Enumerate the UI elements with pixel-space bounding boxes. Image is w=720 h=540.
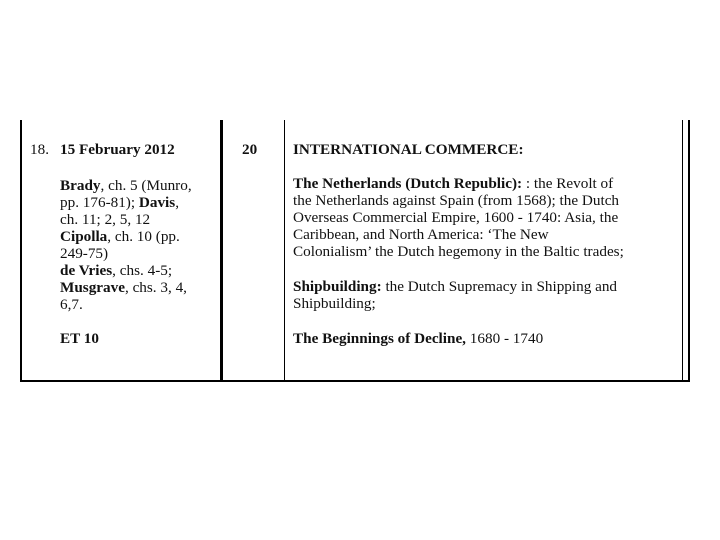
text: , ch. 5 (Munro,	[100, 177, 192, 194]
paragraph-line	[293, 295, 681, 312]
text: the Dutch Supremacy in Shipping and	[381, 278, 618, 295]
text: Caribbean, and North America: ‘The New	[293, 226, 549, 243]
reading-line	[60, 279, 220, 296]
paragraph-line	[293, 278, 681, 295]
bold-text: The Beginnings of Decline,	[293, 330, 466, 347]
shipbuilding-paragraph	[293, 278, 681, 312]
text: Shipbuilding;	[293, 295, 376, 312]
reading-line	[60, 194, 220, 211]
table-divider-1	[220, 120, 223, 382]
paragraph-line	[293, 226, 681, 243]
bold-text: Brady	[60, 177, 101, 194]
topic-heading: INTERNATIONAL COMMERCE:	[293, 141, 524, 158]
text: , chs. 4-5;	[112, 262, 173, 279]
reading-line	[60, 262, 220, 279]
paragraph-line	[293, 209, 681, 226]
et-label: ET 10	[60, 330, 99, 347]
table-right-border-outer	[682, 120, 683, 382]
paragraph-line	[293, 243, 681, 260]
text: ,	[175, 194, 179, 211]
text: pp. 176-81);	[60, 194, 139, 211]
paragraph-line	[293, 175, 681, 192]
netherlands-paragraph	[293, 175, 681, 260]
session-count: 20	[242, 141, 258, 158]
text: Overseas Commercial Empire, 1600 - 1740: Asia, the	[293, 209, 619, 226]
readings-list	[60, 177, 220, 313]
text: 6,7.	[60, 296, 83, 313]
session-date: 15 February 2012	[60, 141, 175, 158]
paragraph-line	[293, 330, 681, 347]
text: the Netherlands against Spain (from 1568); the Dutch	[293, 192, 620, 209]
reading-line	[60, 177, 220, 194]
text: : the Revolt of	[522, 175, 614, 192]
text: 1680 - 1740	[465, 330, 544, 347]
paragraph-line	[293, 192, 681, 209]
bold-text: Musgrave	[60, 279, 125, 296]
bold-text: Cipolla	[60, 228, 108, 245]
text: ch. 11; 2, 5, 12	[60, 211, 151, 228]
reading-line	[60, 245, 220, 262]
bold-text: de Vries	[60, 262, 113, 279]
bold-text: Davis	[138, 194, 176, 211]
text: Colonialism’ the Dutch hegemony in the Baltic trades;	[293, 243, 624, 260]
row-number: 18.	[30, 141, 49, 158]
table-left-border	[20, 120, 22, 382]
table-divider-2	[284, 120, 285, 382]
text: , chs. 3, 4,	[124, 279, 187, 296]
decline-paragraph	[293, 330, 681, 347]
bold-text: The Netherlands (Dutch Republic):	[293, 175, 523, 192]
table-bottom-border	[20, 380, 690, 382]
text: 249-75)	[60, 245, 109, 262]
text: , ch. 10 (pp.	[107, 228, 180, 245]
bold-text: Shipbuilding:	[293, 278, 382, 295]
reading-line	[60, 296, 220, 313]
reading-line	[60, 211, 220, 228]
table-right-border-inner	[688, 120, 690, 382]
reading-line	[60, 228, 220, 245]
